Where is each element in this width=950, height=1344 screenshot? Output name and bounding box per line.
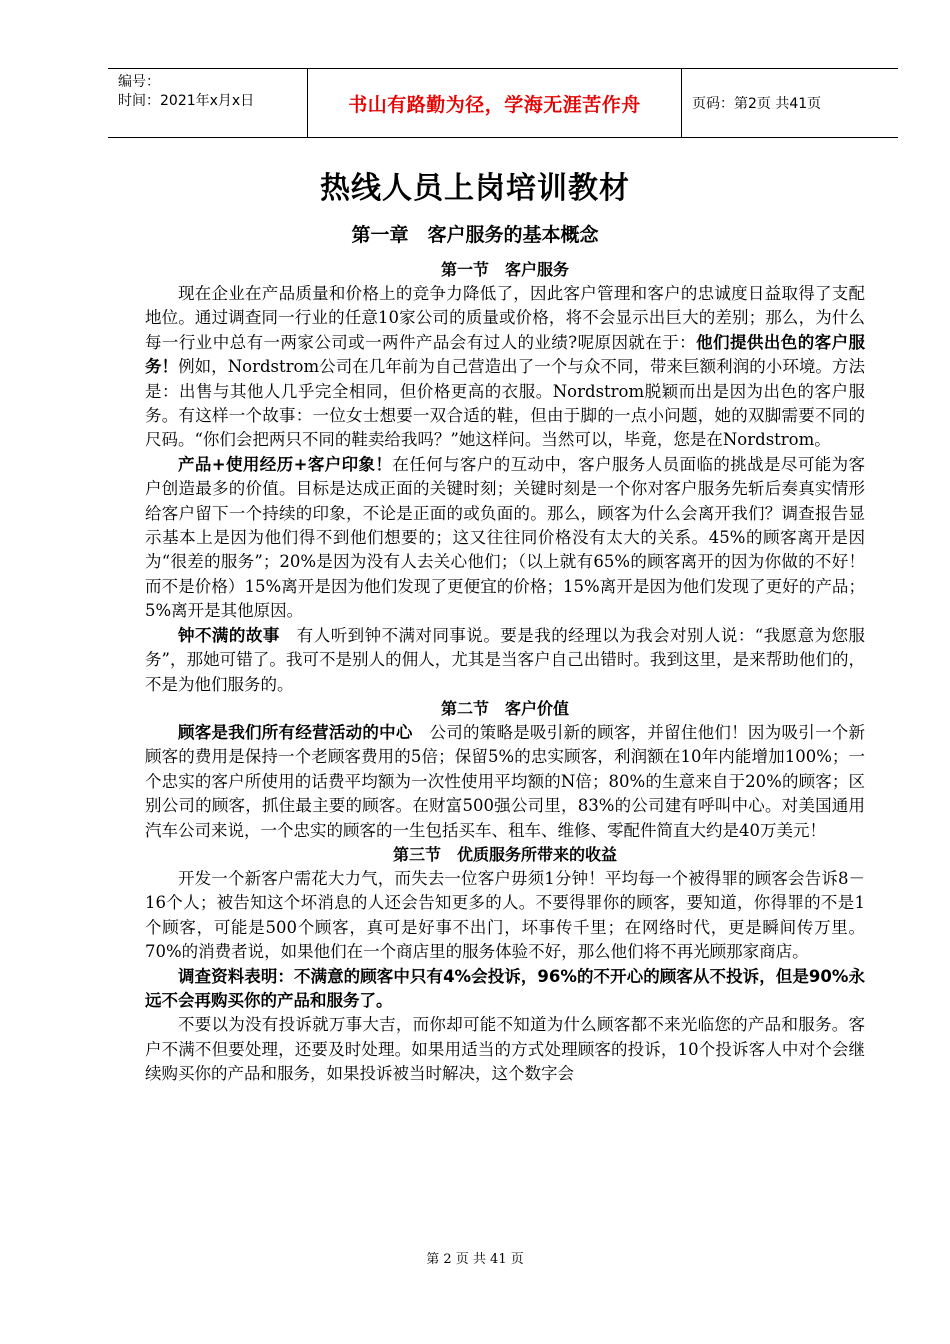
section-heading-1: 第一节 客户服务 — [440, 260, 569, 279]
doc-time-label: 时间：2021年x月x日 — [118, 93, 255, 109]
paragraph-3-emphasis: 钟不满的故事 — [178, 625, 280, 645]
header-page-info: 页码：第2页 共41页 — [692, 96, 822, 112]
paragraph-1 — [145, 282, 865, 453]
paragraph-2-text: 在任何与客户的互动中，客户服务人员面临的挑战是尽可能为客户创造最多的价值。目标是达成正面的关键时刻；关键时刻是一个你对客户服务先斩后奏真实情形给客户留下一个持续的印象，不论是正面的或负面的。那么，顾客为什么会离开我们？调查报告显示基本上是因为他们得不到他们想要的；这又往往同价格没有太大的关系。45%的顾客离开是因为“很差的服务”；20%是因为没有人去关心他们；（以上就有65%的顾客离开的因为你做的不好！而不是价格）15%离开是因为他们发现了更便宜的价格；15%离开是因为他们发现了更好的产品；5%离开是其他原因。 — [145, 454, 866, 621]
paragraph-3-text: 有人听到钟不满对同事说。要是我的经理以为我会对别人说：“我愿意为您服务”，那她可错了。我可不是别人的佣人，尤其是当客户自己出错时。我到这里，是来帮助他们的，不是为他们服务的。 — [145, 625, 866, 694]
paragraph-1-emphasis: 他们提供出色的客户服务！ — [145, 332, 865, 377]
section-heading-3: 第三节 优质服务所带来的收益 — [392, 844, 617, 864]
paragraph-4-text: 公司的策略是吸引新的顾客，并留住他们！因为吸引一个新顾客的费用是保持一个老顾客费用的5倍；保留5%的忠实顾客，利润额在10年内能增加100%；一个忠实的客户所使用的话费平均额为一次性使用平均额的N倍；80%的生意来自于20%的顾客；区别公司的顾客，抓住最主要的顾客。在财富500强公司里，83%的公司建有呼叫中心。对美国通用汽车公司来说，一个忠实的顾客的一生包括买车、租车、维修、零配件简直大约是40万美元！ — [145, 722, 866, 840]
header-meta — [108, 69, 308, 137]
doc-number-label: 编号： — [118, 74, 160, 90]
paragraph-5: 开发一个新客户需花大力气，而失去一位客户毋须1分钟！平均每一个被得罪的顾客会告诉8－16个人；被告知这个坏消息的人还会告知更多的人。不要得罪你的顾客，要知道，你得罪的不是1个顾客，可能是500个顾客，真可是好事不出门，坏事传千里；在网络时代，更是瞬间传万里。70%的消费者说，如果他们在一个商店里的服务体验不好，那么他们将不再光顾那家商店。 — [145, 868, 865, 962]
paragraph-1-text: 现在企业在产品质量和价格上的竞争力降低了，因此客户管理和客户的忠诚度日益取得了支配地位。通过调查同一行业的任意10家公司的质量或价格，将不会显示出巨大的差别；那么，为什么每一行业中总有一两家公司或一两件产品会有过人的业绩?呢原因就在于： — [145, 284, 865, 352]
paragraph-6 — [145, 965, 865, 1014]
page-header — [108, 68, 898, 138]
paragraph-3 — [145, 624, 865, 697]
chapter-heading: 第一章 客户服务的基本概念 — [351, 224, 599, 246]
paragraph-1-text-rest: 例如，Nordstrom公司在几年前为自己营造出了一个与众不同，带来巨额利润的小环境。方法是：出售与其他人几乎完全相同，但价格更高的衣服。Nordstrom脱颖而出是因为出色的客户服务。有这样一个故事：一位女士想要一双合适的鞋，但由于脚的一点小问题，她的双脚需要不同的尺码。“你们会把两只不同的鞋卖给我吗？”她这样问。当然可以，毕竟，您是在Nordstrom。 — [145, 357, 866, 450]
paragraph-4-emphasis: 顾客是我们所有经营活动的中心 — [178, 722, 413, 742]
doc-body — [145, 258, 865, 1087]
paragraph-7: 不要以为没有投诉就万事大吉，而你却可能不知道为什么顾客都不来光临您的产品和服务。客户不满不但要处理，还要及时处理。如果用适当的方式处理顾客的投诉，10个投诉客人中对个会继续购买你的产品和服务，如果投诉被当时解决，这个数字会 — [145, 1015, 865, 1084]
paragraph-4 — [145, 721, 865, 843]
page-footer: 第 2 页 共 41 页 — [426, 1252, 524, 1267]
section-heading-2: 第二节 客户价值 — [440, 698, 569, 718]
header-motto: 书山有路勤为径，学海无涯苦作舟 — [308, 69, 682, 137]
doc-title: 热线人员上岗培训教材 — [320, 171, 630, 206]
paragraph-2-emphasis: 产品+使用经历+客户印象！ — [178, 454, 393, 474]
paragraph-6-emphasis: 调查资料表明：不满意的顾客中只有4%会投诉，96%的不开心的顾客从不投诉，但是90%永远不会再购买你的产品和服务了。 — [145, 966, 865, 1010]
paragraph-2 — [145, 453, 865, 624]
